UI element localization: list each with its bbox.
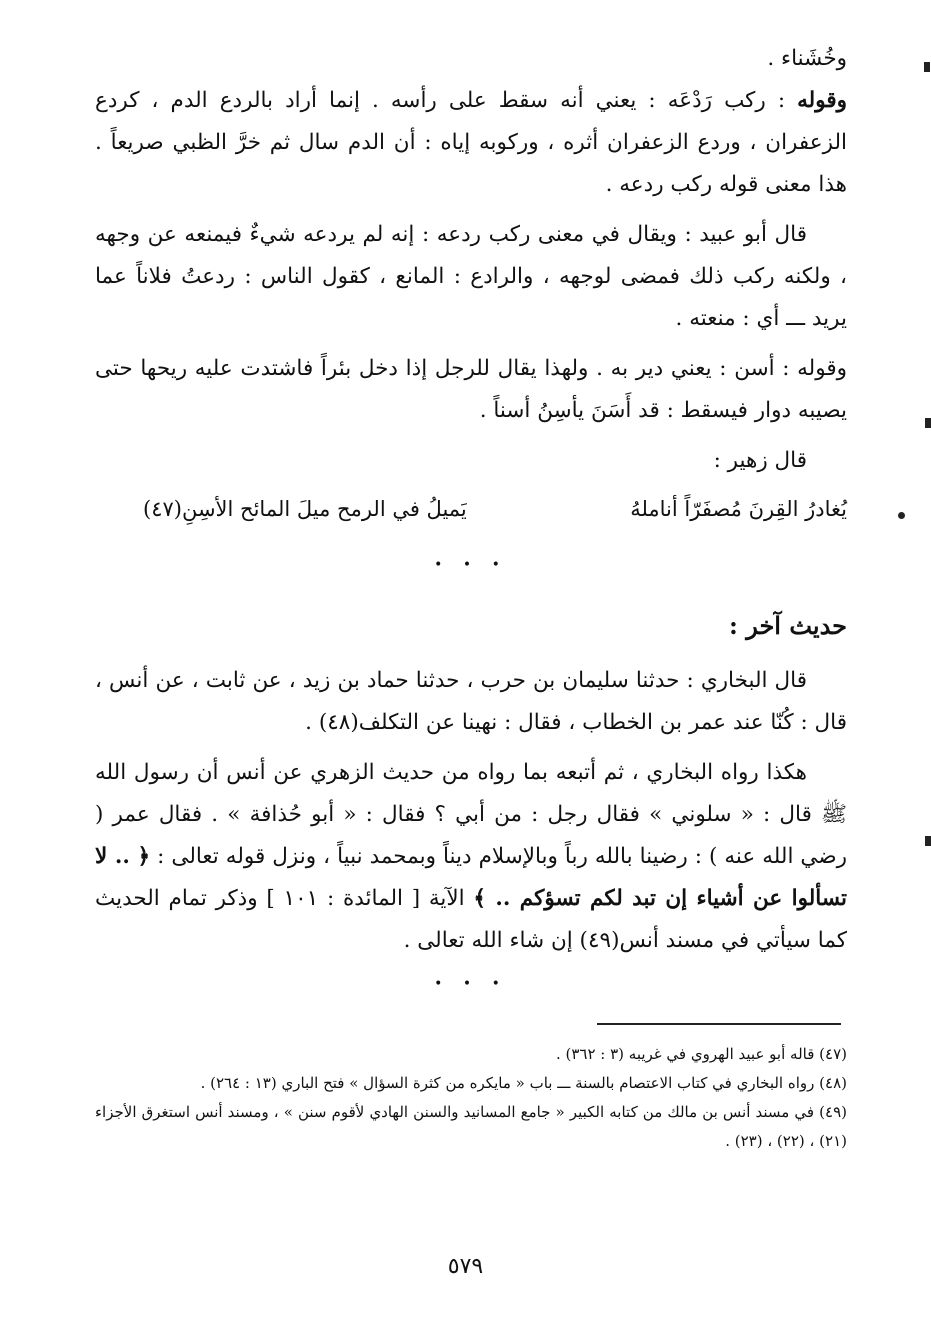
- verse-second-hemistich: يَميلُ في الرمح ميلَ المائح الأسِنِ(٤٧): [143, 497, 467, 521]
- paragraph-2-text: : ركب رَدْعَه : يعني أنه سقط على رأسه . إنما أراد بالردع الدم ، كردع الزعفران ، وردع الزعفران أثره ، وركوبه إياه : أن الدم سال ثم خرَّ الظبي صريعاً . هذا معنى قوله ركب ردعه .: [95, 88, 847, 197]
- margin-mark: [925, 836, 931, 846]
- margin-mark: [925, 418, 931, 428]
- page-body: [95, 38, 847, 1006]
- paragraph-2: [95, 80, 847, 206]
- quran-verse: ﴿ .. لا تسألوا عن أشياء إن تبد لكم تسؤكم .. ﴾: [95, 844, 848, 911]
- page-number: ٥٧٩: [447, 1254, 484, 1279]
- footnote-47: (٤٧) قاله أبو عبيد الهروي في غريبه (٣ : ٣٦٢) .: [555, 1045, 847, 1063]
- verse-first-hemistich: يُغادرُ القِرنَ مُصفَرّاً أناملهُ: [630, 497, 847, 521]
- poet-intro: قال زهير :: [713, 448, 807, 473]
- section-heading: حديث آخر :: [729, 611, 847, 640]
- footnote-rule: [597, 1023, 841, 1025]
- margin-mark: [898, 512, 905, 519]
- paragraph-4: وقوله : أسن : يعني دير به . ولهذا يقال للرجل إذا دخل بئراً فاشتدت عليه ريحها حتى يصيبه دوار فيسقط : قد أَسَنَ يأسِنُ أسناً .: [95, 356, 847, 423]
- paragraph-2-lead: وقوله: [797, 88, 847, 113]
- footnotes: [95, 1040, 847, 1156]
- section-divider: • • •: [434, 557, 508, 573]
- margin-mark: [924, 62, 930, 72]
- footnote-49: (٤٩) في مسند أنس بن مالك من كتابه الكبير « جامع المسانيد والسنن الهادي لأقوم سنن » ، ومسند أنس استغرق الأجزاء (٢١) ، (٢٢) ، (٢٣) .: [95, 1103, 847, 1150]
- paragraph-6: قال البخاري : حدثنا سليمان بن حرب ، حدثنا حماد بن زيد ، عن ثابت ، عن أنس ، قال : كُنّا عند عمر بن الخطاب ، فقال : نهينا عن التكلف(٤٨) .: [95, 668, 847, 735]
- paragraph-1: وخُشَناء .: [767, 46, 847, 71]
- paragraph-3: قال أبو عبيد : ويقال في معنى ركب ردعه : إنه لم يردعه شيءٌ فيمنعه عن وجهه ، ولكنه ركب ذلك فمضى لوجهه ، والرادع : المانع ، كقول الناس : ردعتُ فلاناً عما يريد ـــ أي : منعته .: [95, 222, 847, 331]
- section-divider-2: • • •: [434, 976, 508, 992]
- paragraph-7-text: هكذا رواه البخاري ، ثم أتبعه بما رواه من حديث الزهري عن أنس أن رسول الله ﷺ قال : « سلوني » فقال رجل : من أبي ؟ فقال : « أبو حُذافة » . فقال عمر ( رضي الله عنه ) : رضينا بالله رباً وبالإسلام ديناً وبمحمد نبياً ، ونزل قوله تعالى :: [95, 760, 847, 869]
- paragraph-7: [95, 752, 847, 962]
- poem-verse: [95, 488, 847, 532]
- footnote-48: (٤٨) رواه البخاري في كتاب الاعتصام بالسنة ـــ باب « مايكره من كثرة السؤال » فتح الباري (١٣ : ٢٦٤) .: [200, 1074, 847, 1092]
- paragraph-7-end: الآية [ المائدة : ١٠١ ] وذكر تمام الحديث كما سيأتي في مسند أنس(٤٩) إن شاء الله تعالى .: [95, 886, 847, 953]
